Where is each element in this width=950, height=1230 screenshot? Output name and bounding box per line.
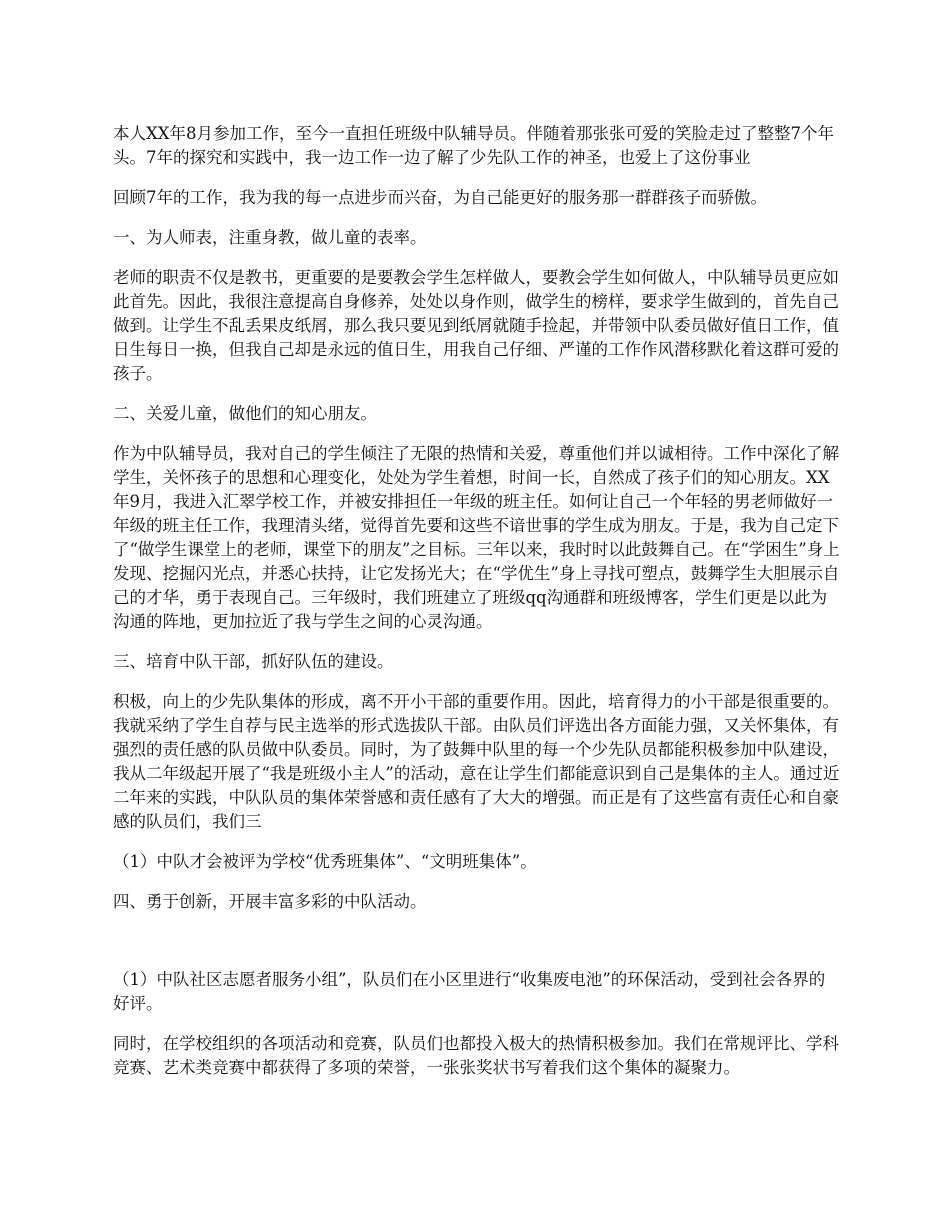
closing-paragraph: 同时，在学校组织的各项活动和竞赛，队员们也都投入极大的热情积极参加。我们在常规评比、学科竞赛、艺术类竞赛中都获得了多项的荣誉，一张张奖状书写着我们这个集体的凝聚力。 (113, 1034, 839, 1077)
section-heading-4: 四、勇于创新，开展丰富多彩的中队活动。 (113, 892, 427, 911)
section-1-paragraph: 老师的职责不仅是教书，更重要的是要教会学生怎样做人，要教会学生如何做人，中队辅导员更应如此首先。因此，我很注意提高自身修养，处处以身作则，做学生的榜样，要求学生做到的，首先自己做到。让学生不乱丢果皮纸屑，那么我只要见到纸屑就随手捡起，并带领中队委员做好值日工作，值日生每日一换，但我自己却是永远的值日生，用我自己仔细、严谨的工作作风潜移默化着这群可爱的孩子。 (113, 268, 839, 383)
section-3-item-1: （1）中队才会被评为学校“优秀班集体”、“文明班集体”。 (113, 852, 537, 871)
section-3-paragraph: 积极，向上的少先队集体的形成，离不开小干部的重要作用。因此，培育得力的小干部是很重要的。我就采纳了学生自荐与民主选举的形式选拔队干部。由队员们评选出各方面能力强，又关怀集体，有强烈的责任感的队员做中队委员。同时，为了鼓舞中队里的每一个少先队员都能积极参加中队建设，我从二年级起开展了“我是班级小主人”的活动，意在让学生们都能意识到自己是集体的主人。通过近二年来的实践，中队队员的集体荣誉感和责任感有了大大的增强。而正是有了这些富有责任心和自豪感的队员们，我们三 (113, 692, 840, 831)
section-heading-2: 二、关爱儿童，做他们的知心朋友。 (113, 404, 377, 423)
blank-space (113, 930, 840, 968)
intro-paragraph: 本人XX年8月参加工作，至今一直担任班级中队辅导员。伴随着那张张可爱的笑脸走过了整整7个年头。7年的探究和实践中，我一边工作一边了解了少先队工作的神圣，也爱上了这份事业 (113, 124, 834, 167)
section-2-paragraph: 作为中队辅导员，我对自己的学生倾注了无限的热情和关爱，尊重他们并以诚相待。工作中深化了解学生，关怀孩子的思想和心理变化，处处为学生着想，时间一长，自然成了孩子们的知心朋友。XX年9月，我进入汇翠学校工作，并被安排担任一年级的班主任。如何让自己一个年轻的男老师做好一年级的班主任工作，我理清头绪，觉得首先要和这些不谙世事的学生成为朋友。于是，我为自己定下了“做学生课堂上的老师，课堂下的朋友”之目标。三年以来，我时时以此鼓舞自己。在“学困生”身上发现、挖掘闪光点，并悉心扶持，让它发扬光大；在“学优生”身上寻找可塑点，鼓舞学生大胆展示自己的才华，勇于表现自己。三年级时，我们班建立了班级qq沟通群和班级博客，学生们更是以此为沟通的阵地，更加拉近了我与学生之间的心灵沟通。 (113, 444, 840, 631)
review-paragraph: 回顾7年的工作，我为我的每一点进步而兴奋，为自己能更好的服务那一群群孩子而骄傲。 (113, 188, 767, 207)
section-heading-1: 一、为人师表，注重身教，做儿童的表率。 (113, 228, 427, 247)
section-4-item-1: （1）中队社区志愿者服务小组”，队员们在小区里进行“收集废电池”的环保活动，受到社会各界的好评。 (113, 970, 826, 1013)
section-heading-3: 三、培育中队干部，抓好队伍的建设。 (113, 652, 394, 671)
